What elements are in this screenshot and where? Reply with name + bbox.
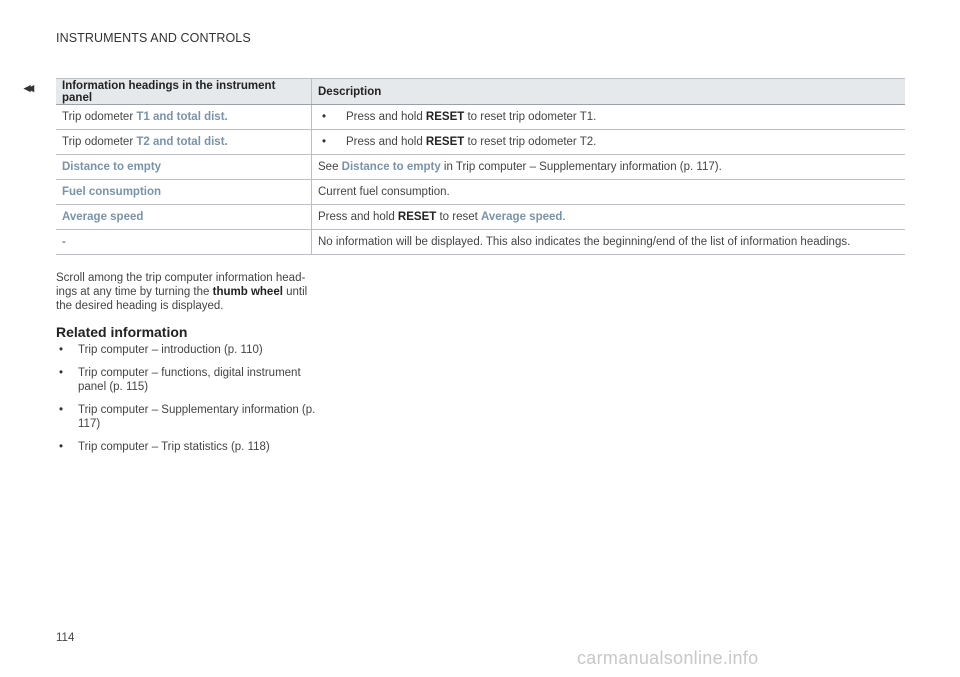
description-text: Press and hold (346, 111, 426, 123)
description-text: Press and hold (346, 136, 426, 148)
reset-keyword: RESET (397, 211, 437, 223)
heading-cell (56, 180, 312, 205)
table-row (56, 230, 905, 255)
related-link-label: Trip computer – Trip statistics (p. 118) (78, 441, 270, 453)
related-information-list (56, 343, 326, 463)
paragraph-text: Scroll among the trip computer information head-ings at any time by turning the (56, 272, 306, 298)
table-row (56, 205, 905, 230)
table-row (56, 180, 905, 205)
thumb-wheel-keyword: thumb wheel (212, 286, 283, 298)
continued-arrow-icon: ◂◂ (24, 80, 32, 95)
description-text: to reset trip odometer T2. (464, 136, 597, 148)
bullet-icon: • (59, 367, 64, 379)
table-row (56, 155, 905, 180)
table-header-row (56, 79, 905, 105)
column-header-headings: Information headings in the instrument panel (56, 79, 312, 105)
heading-cell (56, 155, 312, 180)
heading-highlight: Average speed (62, 211, 144, 223)
heading-highlight: Fuel consumption (62, 186, 162, 198)
related-link-label: Trip computer – introduction (p. 110) (78, 344, 263, 356)
page-number: 114 (56, 632, 75, 644)
bullet-icon: • (59, 344, 64, 356)
description-text: in Trip computer – Supplementary information (p. 117). (440, 161, 722, 173)
info-headings-table (56, 78, 905, 255)
description-cell: Current fuel consumption. (312, 180, 906, 205)
section-title: INSTRUMENTS AND CONTROLS (56, 31, 251, 45)
heading-prefix: Trip odometer (62, 111, 137, 123)
description-text: Press and hold (318, 211, 398, 223)
bullet-icon: • (322, 136, 327, 148)
column-header-description: Description (312, 79, 906, 105)
bullet-icon: • (59, 404, 64, 416)
heading-cell: - (56, 230, 312, 255)
related-link-label: Trip computer – functions, digital instrument panel (p. 115) (78, 367, 301, 393)
table-row (56, 105, 905, 130)
heading-highlight: T2 and total dist. (136, 136, 228, 148)
reset-keyword: RESET (425, 111, 465, 123)
description-text: to reset trip odometer T1. (464, 111, 597, 123)
related-link[interactable] (56, 440, 326, 454)
description-text: See (318, 161, 342, 173)
heading-cell (56, 105, 312, 130)
description-cell (312, 130, 906, 155)
watermark: carmanualsonline.info (577, 648, 759, 668)
paragraph-text: until the desired heading is displayed. (56, 286, 308, 312)
table-row (56, 130, 905, 155)
description-text: to reset (436, 211, 482, 223)
bullet-icon: • (59, 441, 64, 453)
heading-cell (56, 205, 312, 230)
related-link[interactable] (56, 403, 326, 431)
description-text: . (562, 211, 566, 223)
description-cell (312, 105, 906, 130)
heading-highlight: Distance to empty (62, 161, 162, 173)
related-link-label: Trip computer – Supplementary information (p. 117) (78, 404, 316, 430)
description-highlight: Average speed (481, 211, 563, 223)
related-information-title: Related information (56, 324, 188, 340)
scroll-instructions (56, 271, 324, 313)
bullet-icon: • (322, 111, 327, 123)
description-cell (312, 205, 906, 230)
description-cell (312, 155, 906, 180)
heading-highlight: T1 and total dist. (136, 111, 228, 123)
related-link[interactable] (56, 343, 326, 357)
related-link[interactable] (56, 366, 326, 394)
reset-keyword: RESET (425, 136, 465, 148)
description-cell: No information will be displayed. This also indicates the beginning/end of the list of information headings. (312, 230, 906, 255)
heading-prefix: Trip odometer (62, 136, 137, 148)
heading-cell (56, 130, 312, 155)
description-highlight: Distance to empty (341, 161, 441, 173)
